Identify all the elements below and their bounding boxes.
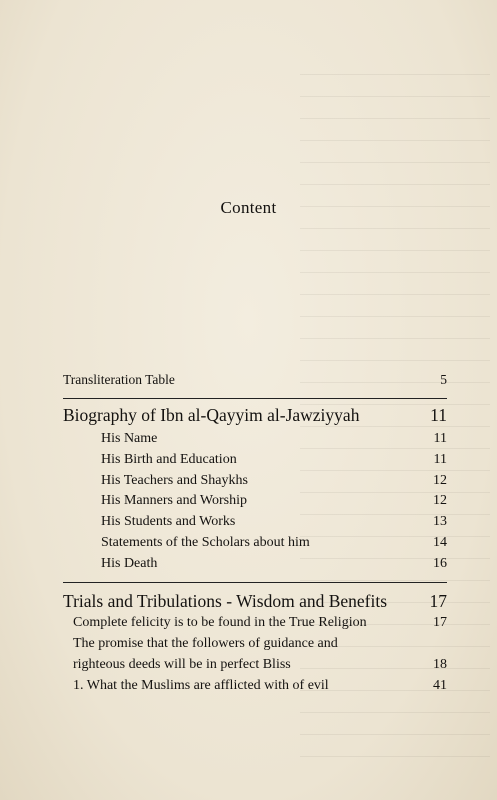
toc-entry-title: His Death [101, 556, 158, 571]
toc-entry [63, 615, 447, 636]
toc-entry-title: Complete felicity is to be found in the True Religion [73, 615, 367, 630]
toc-entry-title: Transliteration Table [63, 372, 175, 387]
section-title: Biography of Ibn al-Qayyim al-Jawziyyah [63, 405, 360, 425]
toc-entry-page: 12 [433, 473, 447, 488]
section-title: Trials and Tribulations - Wisdom and Benefits [63, 591, 388, 611]
section-divider [63, 582, 447, 583]
toc-entry-page: 14 [433, 535, 447, 550]
toc-section-trials [63, 591, 447, 699]
section-divider [63, 398, 447, 399]
toc-entry [63, 535, 447, 556]
toc-entry [63, 657, 447, 678]
toc-entry-title: Statements of the Scholars about him [101, 535, 310, 550]
toc-entry-title: His Teachers and Shaykhs [101, 473, 248, 488]
toc-entry-page: 16 [433, 556, 447, 571]
toc-entry [63, 493, 447, 514]
toc-entry-page: 17 [433, 615, 447, 630]
toc-entry-title: His Birth and Education [101, 452, 237, 467]
toc-entry-page: 12 [433, 493, 447, 508]
toc-entry-page: 11 [433, 452, 447, 467]
toc-entry [63, 556, 447, 577]
toc-entry-title: His Name [101, 431, 158, 446]
toc-entry-title: The promise that the followers of guidance and [73, 636, 338, 651]
toc-entry-page: 41 [433, 678, 447, 693]
toc-entry [63, 514, 447, 535]
toc-entry [63, 431, 447, 452]
toc-entry-title: His Students and Works [101, 514, 236, 529]
contents-heading: Content [220, 198, 277, 217]
section-page: 17 [429, 591, 447, 611]
toc-entry-title: righteous deeds will be in perfect Bliss [73, 657, 291, 672]
toc-entry [63, 473, 447, 493]
toc-entry-title: His Manners and Worship [101, 493, 247, 508]
toc-entry-line [63, 636, 447, 657]
toc-entry-transliteration [63, 372, 447, 388]
toc-section-biography [63, 405, 447, 577]
toc-entry-title: 1. What the Muslims are afflicted with of evil [73, 678, 329, 693]
toc-entry-page: 11 [433, 431, 447, 446]
toc-entry [63, 678, 447, 699]
toc-entry [63, 452, 447, 473]
toc-entry-page: 13 [433, 514, 447, 529]
toc-entry-page: 18 [433, 657, 447, 672]
section-page: 11 [430, 405, 447, 425]
toc-entry-page: 5 [440, 372, 447, 387]
